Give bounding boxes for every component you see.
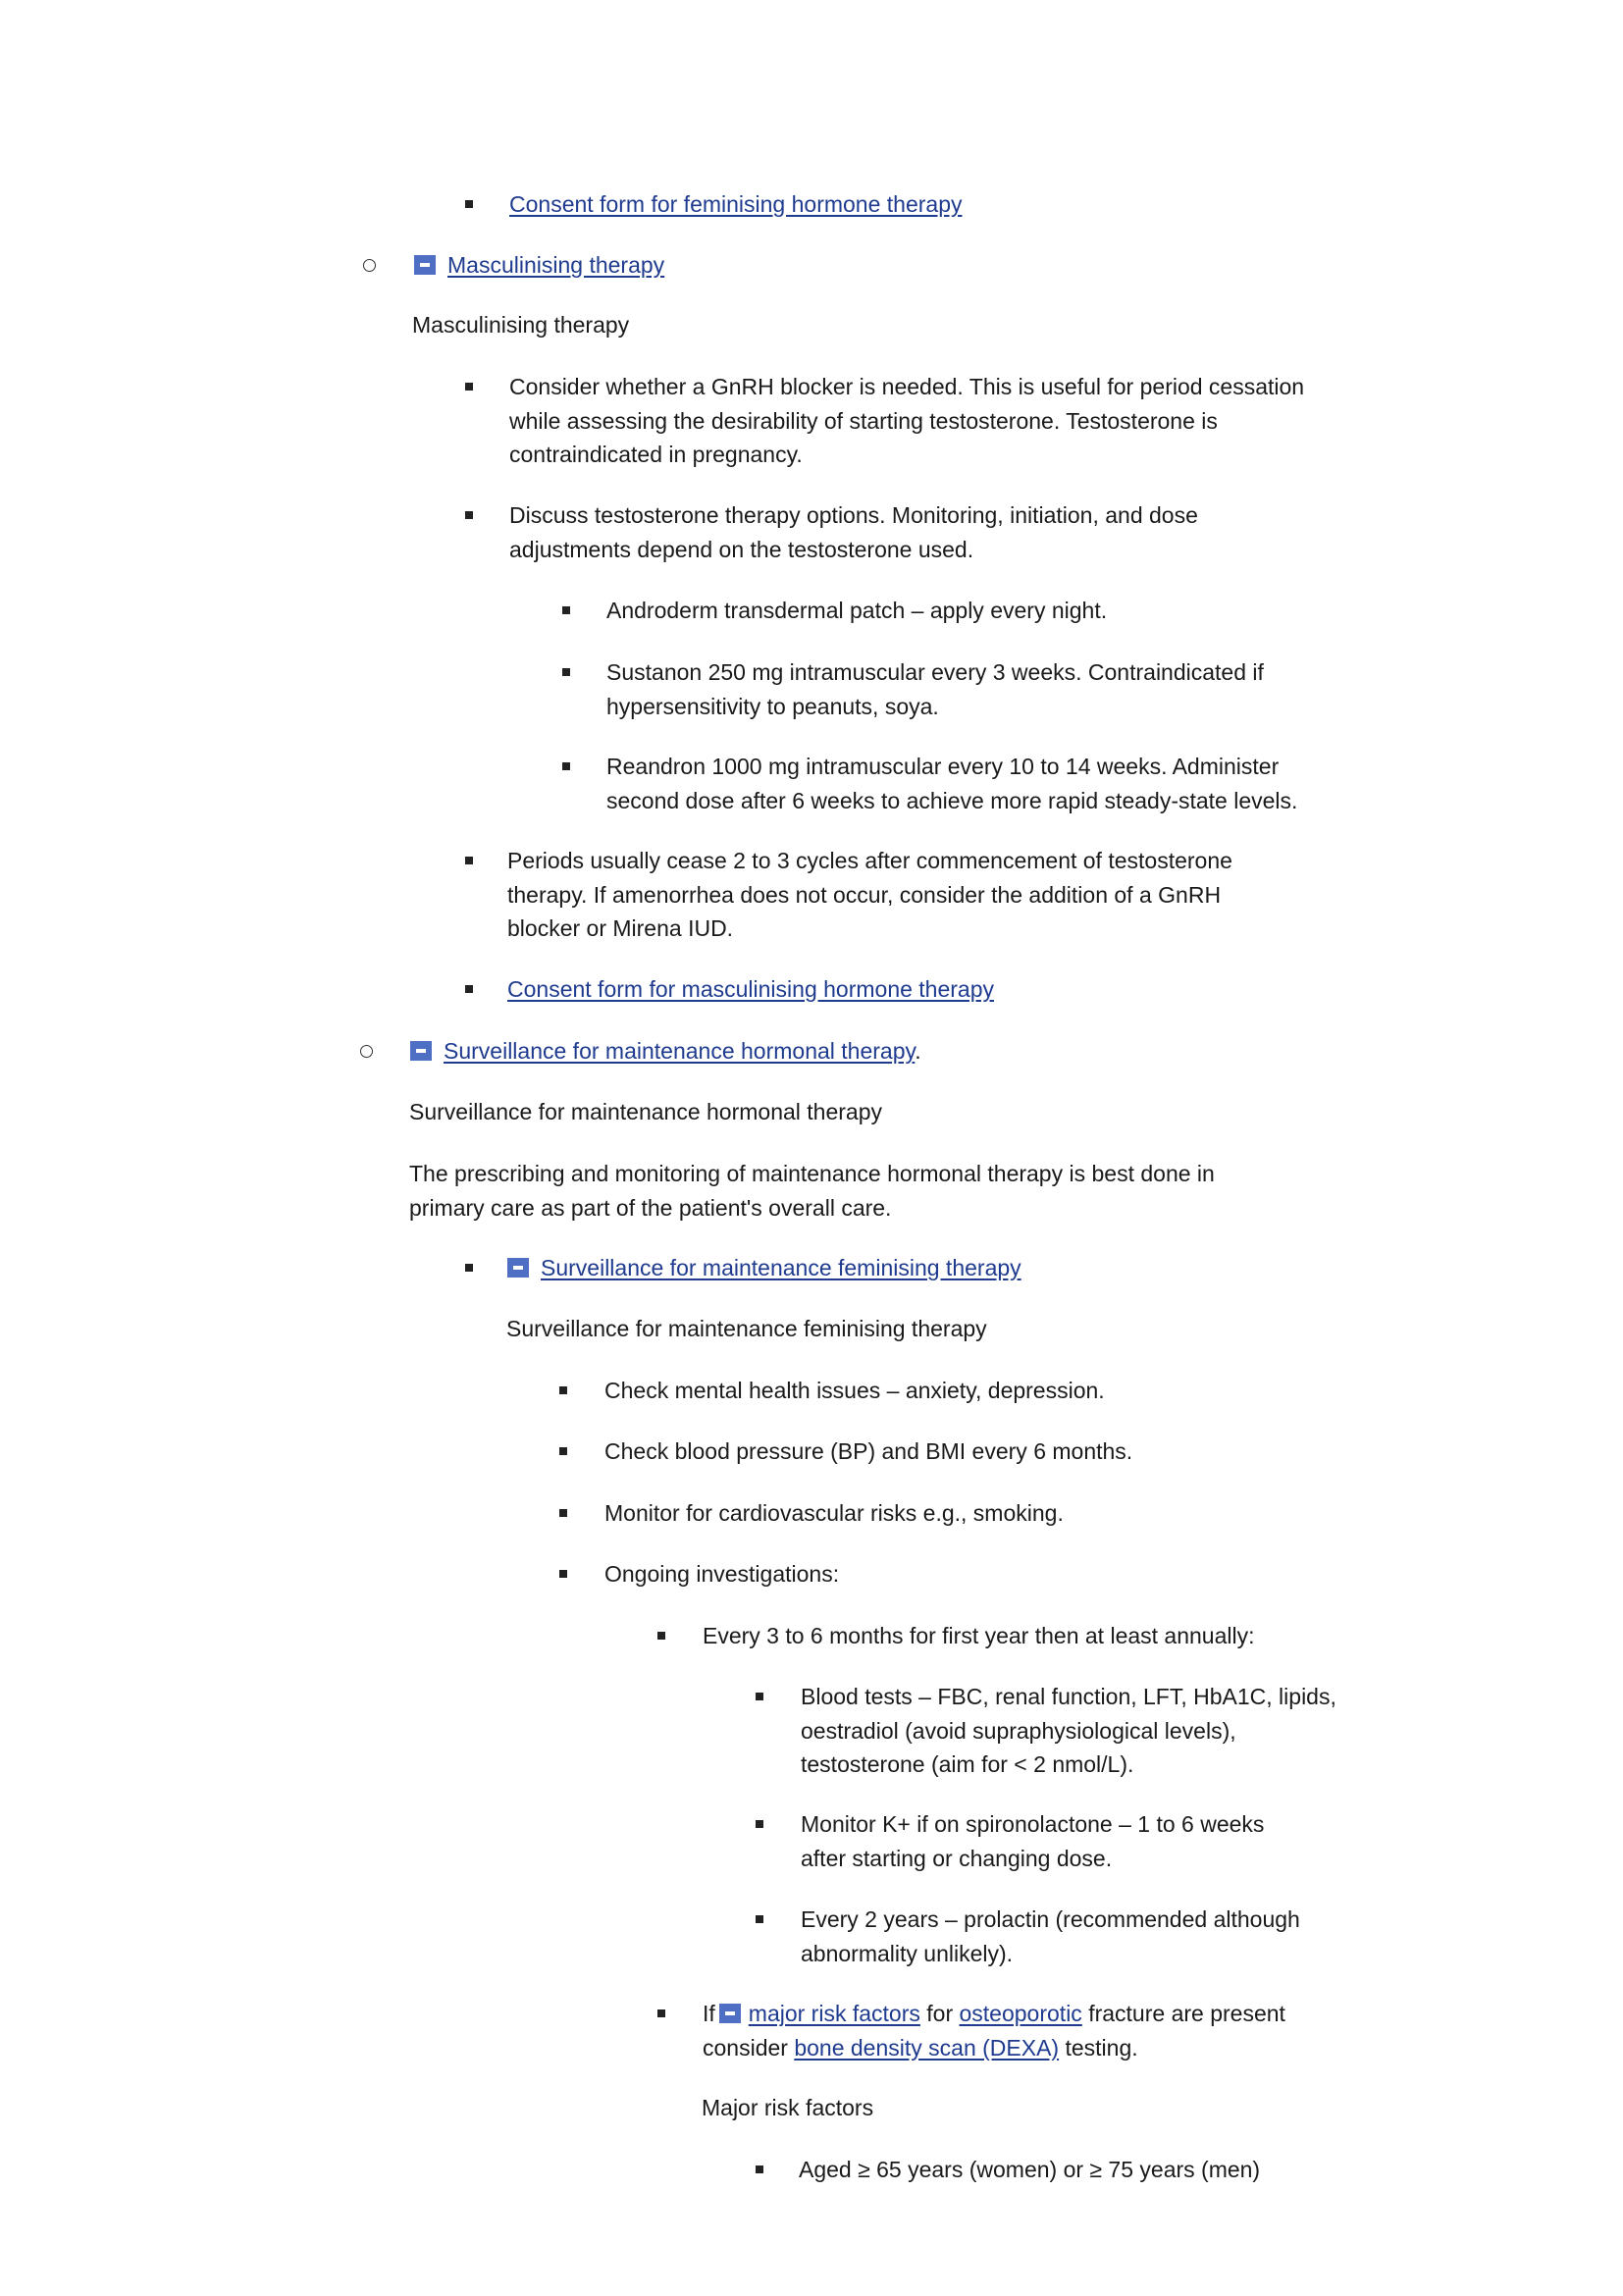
text-line: abnormality unlikely). [801, 1940, 1014, 1966]
text-line: Ongoing investigations: [604, 1561, 840, 1587]
text-line: therapy. If amenorrhea does not occur, consider the addition of a GnRH [507, 881, 1222, 908]
collapse-icon[interactable] [507, 1258, 529, 1278]
list-item [465, 844, 1232, 946]
text-line: Aged ≥ 65 years (women) or ≥ 75 years (men) [799, 2157, 1261, 2182]
bullet-icon [756, 1915, 763, 1923]
text: If [703, 2001, 715, 2026]
bullet-icon [559, 1570, 567, 1578]
text-line: adjustments depend on the testosterone used. [509, 536, 974, 562]
list-item [657, 1619, 1255, 1653]
punctuation: . [915, 1038, 921, 1064]
text-line: Consider whether a GnRH blocker is needed. This is useful for period cessation [509, 374, 1305, 399]
circle-bullet-icon [363, 259, 376, 272]
bullet-icon [559, 1447, 567, 1455]
text-line: contraindicated in pregnancy. [509, 442, 803, 468]
bullet-icon [465, 511, 473, 519]
bullet-icon [657, 2009, 665, 2017]
text-line: primary care as part of the patient's overall care. [409, 1194, 892, 1221]
text-line: Check blood pressure (BP) and BMI every 6 months. [604, 1438, 1133, 1464]
text-line: Monitor for cardiovascular risks e.g., smoking. [604, 1500, 1064, 1526]
text-line: while assessing the desirability of starting testosterone. Testosterone is [509, 407, 1218, 434]
text: consider [703, 2034, 788, 2061]
bullet-icon [465, 985, 473, 993]
list-item [562, 655, 1264, 723]
list-item [559, 1557, 839, 1592]
text-line: second dose after 6 weeks to achieve more rapid steady-state levels. [606, 787, 1298, 813]
text-line: oestradiol (avoid supraphysiological levels), [801, 1717, 1236, 1744]
text-line: Sustanon 250 mg intramuscular every 3 weeks. Contraindicated if [606, 659, 1264, 685]
list-item [756, 1807, 1264, 1875]
osteoporotic-link[interactable]: osteoporotic [959, 2001, 1082, 2026]
bullet-icon [559, 1509, 567, 1517]
bullet-icon [756, 1693, 763, 1700]
text-line: Check mental health issues – anxiety, depression. [604, 1378, 1105, 1403]
bullet-icon [559, 1386, 567, 1394]
surveillance-feminising-link[interactable]: Surveillance for maintenance feminising therapy [541, 1255, 1021, 1280]
text: testing. [1065, 2034, 1138, 2061]
list-item [562, 594, 1107, 628]
list-item [559, 1374, 1105, 1408]
text-line: Androderm transdermal patch – apply every night. [606, 598, 1108, 623]
text-line: Discuss testosterone therapy options. Monitoring, initiation, and dose [509, 502, 1198, 528]
text-line: after starting or changing dose. [801, 1845, 1113, 1871]
text-line: The prescribing and monitoring of maintenance hormonal therapy is best done in [409, 1161, 1215, 1186]
circle-bullet-icon [360, 1045, 373, 1058]
bullet-icon [756, 1820, 763, 1828]
bullet-icon [562, 606, 570, 614]
text-line: blocker or Mirena IUD. [507, 915, 734, 942]
text-line: Reandron 1000 mg intramuscular every 10 to 14 weeks. Administer [606, 754, 1280, 779]
list-item [559, 1496, 1064, 1531]
text-line: Blood tests – FBC, renal function, LFT, HbA1C, lipids, [801, 1684, 1336, 1709]
consent-masculinising-link[interactable]: Consent form for masculinising hormone therapy [507, 976, 995, 1002]
list-item [657, 1997, 1285, 2064]
masculinising-therapy-link[interactable]: Masculinising therapy [447, 252, 665, 278]
section-heading: Masculinising therapy [412, 312, 630, 338]
list-item [465, 498, 1198, 566]
list-item [465, 370, 1304, 472]
dexa-link[interactable]: bone density scan (DEXA) [794, 2034, 1060, 2061]
text-line: Monitor K+ if on spironolactone – 1 to 6 weeks [801, 1811, 1265, 1837]
bullet-icon [562, 668, 570, 676]
bullet-icon [465, 200, 473, 208]
section-heading: Major risk factors [702, 2095, 874, 2120]
bullet-icon [465, 857, 473, 864]
text-line: Every 3 to 6 months for first year then at least annually: [703, 1623, 1255, 1648]
paragraph [409, 1157, 1215, 1225]
list-item [756, 1903, 1300, 1970]
text: fracture are present [1088, 2001, 1285, 2026]
bullet-icon [465, 383, 473, 391]
bullet-icon [465, 1264, 473, 1272]
list-item [756, 1680, 1336, 1782]
consent-feminising-link[interactable]: Consent form for feminising hormone therapy [509, 191, 963, 217]
text-line: testosterone (aim for < 2 nmol/L). [801, 1751, 1134, 1778]
text-line: Every 2 years – prolactin (recommended although [801, 1906, 1300, 1932]
list-item [562, 750, 1297, 817]
major-risk-factors-link[interactable]: major risk factors [748, 2001, 920, 2026]
section-heading: Surveillance for maintenance feminising therapy [506, 1316, 987, 1341]
bullet-icon [756, 2166, 763, 2173]
bullet-icon [562, 762, 570, 770]
collapse-icon[interactable] [414, 255, 436, 275]
surveillance-hormonal-link[interactable]: Surveillance for maintenance hormonal therapy [444, 1038, 916, 1064]
list-item [559, 1435, 1132, 1469]
list-item [756, 2153, 1260, 2187]
text: for [926, 2001, 954, 2026]
text-line: Periods usually cease 2 to 3 cycles after commencement of testosterone [507, 848, 1232, 873]
collapse-icon[interactable] [410, 1041, 432, 1061]
text-line: hypersensitivity to peanuts, soya. [606, 693, 939, 719]
collapse-icon[interactable] [719, 2004, 741, 2023]
bullet-icon [657, 1632, 665, 1640]
section-heading: Surveillance for maintenance hormonal therapy [409, 1099, 882, 1124]
